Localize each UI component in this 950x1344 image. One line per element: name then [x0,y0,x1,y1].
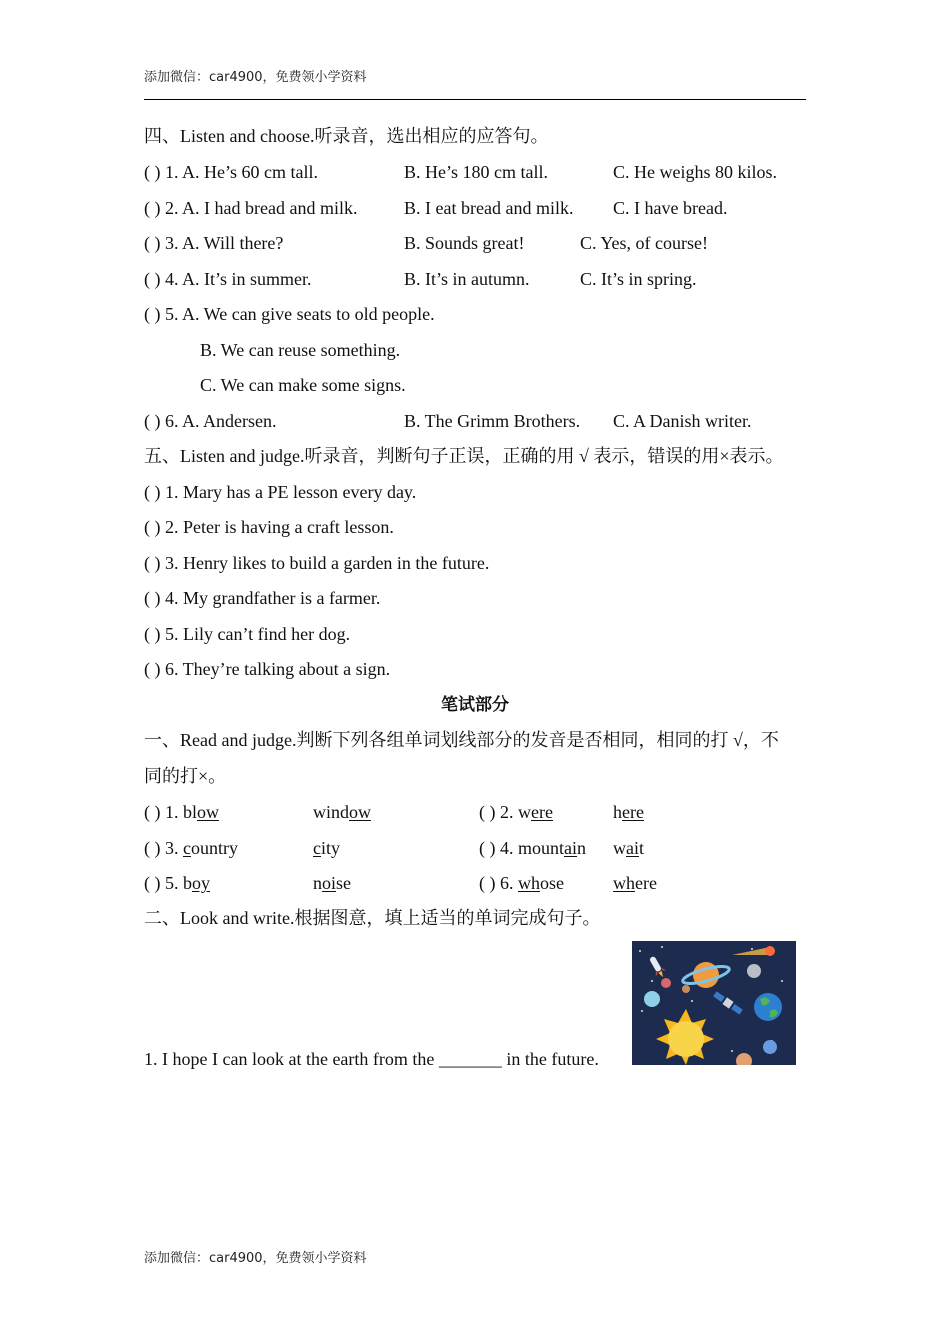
p5-item-4: ( ) 4. My grandfather is a farmer. [144,588,381,608]
p4-q4-c: C. It’s in spring. [580,269,697,289]
p4-q1-b: B. He’s 180 cm tall. [404,162,548,182]
w1-q1-word2: window [313,802,371,822]
p5-item-3: ( ) 3. Henry likes to build a garden in the future. [144,553,490,573]
part5-title: 五、Listen and judge.听录音，判断句子正误，正确的用 √ 表示，错误的用×表示。 [144,446,784,466]
p4-q3-b: B. Sounds great! [404,233,525,253]
p4-q2-b: B. I eat bread and milk. [404,198,574,218]
w1-q6-word2: where [613,873,657,893]
p4-q3-c: C. Yes, of course! [580,233,708,253]
p5-item-1: ( ) 1. Mary has a PE lesson every day. [144,482,417,502]
w1-q3-word2: city [313,838,341,858]
p4-q6-a: ( ) 6. A. Andersen. [144,411,277,431]
w1-q5-word1: ( ) 5. boy [144,873,210,893]
p4-q5-a: ( ) 5. A. We can give seats to old people. [144,304,435,324]
p5-item-6: ( ) 6. They’re talking about a sign. [144,659,391,679]
w1-q4-word2: wait [613,838,645,858]
p4-q1-c: C. He weighs 80 kilos. [613,162,777,182]
p4-q1-a: ( ) 1. A. He’s 60 cm tall. [144,162,318,182]
p4-q6-b: B. The Grimm Brothers. [404,411,581,431]
w1-q6-word1: ( ) 6. whose [479,873,564,893]
p4-q5-b: B. We can reuse something. [200,340,401,360]
p5-item-2: ( ) 2. Peter is having a craft lesson. [144,517,394,537]
page-footer: 添加微信：car4900，免费领小学资料 [144,1251,367,1266]
w1-q1-word1: ( ) 1. blow [144,802,220,822]
w1-q2-word2: here [613,802,644,822]
w2-q1-sentence: 1. I hope I can look at the earth from the _______ in the future. [144,1049,599,1069]
p4-q2-c: C. I have bread. [613,198,728,218]
p4-q3-a: ( ) 3. A. Will there? [144,233,284,253]
header-rule [144,99,806,100]
p4-q5-c: C. We can make some signs. [200,375,406,395]
p4-q6-c: C. A Danish writer. [613,411,752,431]
written-section-title: 笔试部分 [441,695,509,715]
p4-q4-b: B. It’s in autumn. [404,269,530,289]
p4-q4-a: ( ) 4. A. It’s in summer. [144,269,312,289]
part4-title: 四、Listen and choose.听录音，选出相应的应答句。 [144,126,549,146]
page-header: 添加微信：car4900，免费领小学资料 [144,70,367,85]
space-illustration [632,941,796,1065]
w2-title: 二、Look and write.根据图意，填上适当的单词完成句子。 [144,908,601,928]
w1-q2-word1: ( ) 2. were [479,802,553,822]
w1-title-line1: 一、Read and judge.判断下列各组单词划线部分的发音是否相同，相同的打 √，不 [144,730,779,750]
p5-item-5: ( ) 5. Lily can’t find her dog. [144,624,351,644]
p4-q2-a: ( ) 2. A. I had bread and milk. [144,198,358,218]
w1-q4-word1: ( ) 4. mountain [479,838,587,858]
w1-title-line2: 同的打×。 [144,766,227,786]
w1-q3-word1: ( ) 3. country [144,838,238,858]
w1-q5-word2: noise [313,873,352,893]
